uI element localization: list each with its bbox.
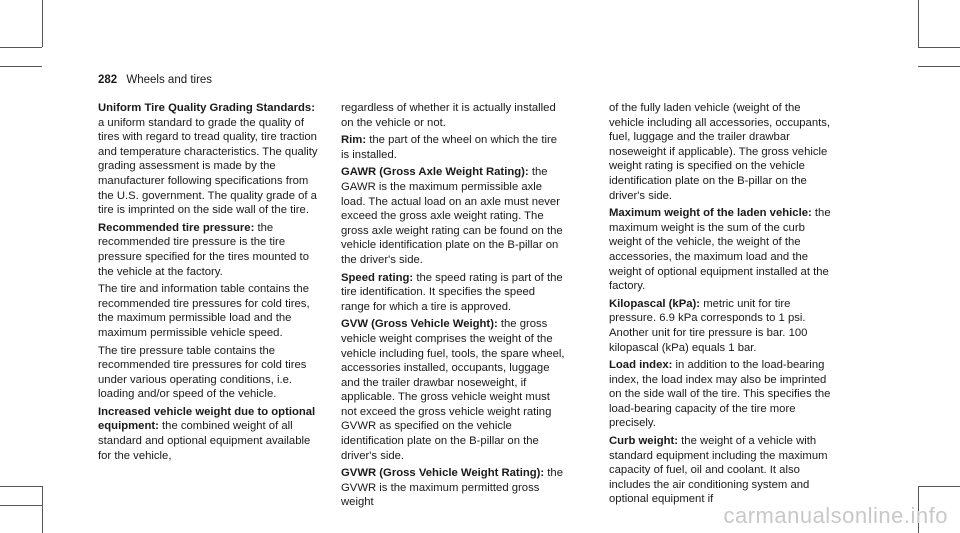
definition-term: Load index: <box>609 359 673 372</box>
definition-text: the GVWR is the maximum permitted gross weight <box>341 467 564 509</box>
section-title: Wheels and tires <box>126 74 213 86</box>
paragraph <box>609 297 834 355</box>
paragraph <box>609 358 834 431</box>
paragraph <box>341 133 566 162</box>
definition-term: GAWR (Gross Axle Weight Rating): <box>341 166 529 179</box>
crop-mark <box>42 486 43 533</box>
crop-mark <box>918 66 960 67</box>
page-header <box>98 74 212 86</box>
crop-mark <box>0 47 42 48</box>
definition-term: GVW (Gross Vehicle Weight): <box>341 318 498 331</box>
definition-text: The tire and information table contains the recommended tire pressures for cold tires, the maximum permissible load and the maximum permissible vehicle speed. <box>98 283 310 339</box>
definition-term: GVWR (Gross Vehicle Weight Rating): <box>341 467 545 480</box>
definition-term: Uniform Tire Quality Grading Standards: <box>98 102 315 114</box>
paragraph <box>98 282 323 340</box>
text-column-2 <box>341 101 566 513</box>
definition-term: Maximum weight of the laden vehicle: <box>609 207 812 220</box>
definition-term: Speed rating: <box>341 271 414 284</box>
definition-term: Rim: <box>341 134 367 147</box>
crop-mark <box>918 0 919 47</box>
crop-mark <box>918 486 960 487</box>
paragraph <box>98 344 323 402</box>
definition-text: the weight of a vehicle with standard equipment including the maximum capacity of fuel, oil and coolant. It also includes the air conditioning system and optional equipment if <box>609 435 828 506</box>
paragraph <box>98 101 323 218</box>
paragraph <box>341 466 566 510</box>
definition-text: the gross vehicle weight comprises the weight of the vehicle including fuel, tools, the spare wheel, accessories installed, occupants, luggage and the trailer drawbar noseweight, if applicable. The gross vehicle weight must not exceed the gross vehicle weight rating GVWR as specified on the vehicle identification plate on the B-pillar on the driver's side. <box>341 318 565 462</box>
paragraph <box>341 165 566 267</box>
definition-text: the GAWR is the maximum permissible axle load. The actual load on an axle must never exceed the gross axle weight rating. The gross axle weight rating can be found on the vehicle identification plate on the B-pillar on the driver's side. <box>341 166 563 266</box>
text-column-1 <box>98 101 323 466</box>
paragraph <box>341 271 566 315</box>
crop-mark <box>0 486 42 487</box>
crop-mark <box>918 47 960 48</box>
definition-text: regardless of whether it is actually installed on the vehicle or not. <box>341 102 556 129</box>
definition-text: a uniform standard to grade the quality of tires with regard to tread quality, tire traction and temperature characteristics. The quality grading assessment is made by the manufacturer following specifications from the U.S. government. The quality grade of a tire is imprinted on the side wall of the tire. <box>98 116 318 217</box>
definition-term: Curb weight: <box>609 435 679 448</box>
crop-mark <box>0 505 42 506</box>
paragraph <box>98 405 323 463</box>
paragraph <box>98 221 323 279</box>
text-column-3 <box>609 101 834 510</box>
paragraph <box>341 101 566 130</box>
crop-mark <box>0 66 42 67</box>
definition-text: the recommended tire pressure is the tire pressure specified for the tires mounted to the vehicle at the factory. <box>98 221 309 278</box>
definition-term: Increased vehicle weight due to optional equipment: <box>98 405 316 433</box>
paragraph <box>609 434 834 507</box>
definition-term: Recommended tire pressure: <box>98 221 255 234</box>
definition-text: in addition to the load-bearing index, the load index may also be imprinted on the side wall of the tire. This specifies the load-bearing capacity of the tire more precisely. <box>609 359 831 430</box>
page-number: 282 <box>98 74 118 86</box>
definition-text: The tire pressure table contains the recommended tire pressures for cold tires under various operating conditions, i.e. loading and/or speed of the vehicle. <box>98 344 307 401</box>
watermark: carmanualsonline.info <box>723 503 948 528</box>
definition-text: the speed rating is part of the tire identification. It specifies the speed range for which a tire is approved. <box>341 271 563 313</box>
definition-text: the maximum weight is the sum of the curb weight of the vehicle, the weight of the accessories, the maximum load and the weight of optional equipment installed at the factory. <box>609 207 831 293</box>
definition-text: the part of the wheel on which the tire is installed. <box>341 134 558 161</box>
crop-mark <box>42 0 43 47</box>
paragraph <box>341 317 566 463</box>
definition-text: the combined weight of all standard and optional equipment available for the vehicle, <box>98 420 311 462</box>
paragraph <box>609 206 834 294</box>
definition-text: metric unit for tire pressure. 6.9 kPa corresponds to 1 psi. Another unit for tire pressure is bar. 100 kilopascal (kPa) equals 1 bar. <box>609 297 808 354</box>
paragraph <box>609 101 834 203</box>
definition-term: Kilopascal (kPa): <box>609 297 701 310</box>
definition-text: of the fully laden vehicle (weight of the vehicle including all accessories, occupants, fuel, luggage and the trailer drawbar noseweight if applicable). The gross vehicle weight rating is specified on the vehicle identification plate on the B-pillar on the driver's side. <box>609 102 831 202</box>
